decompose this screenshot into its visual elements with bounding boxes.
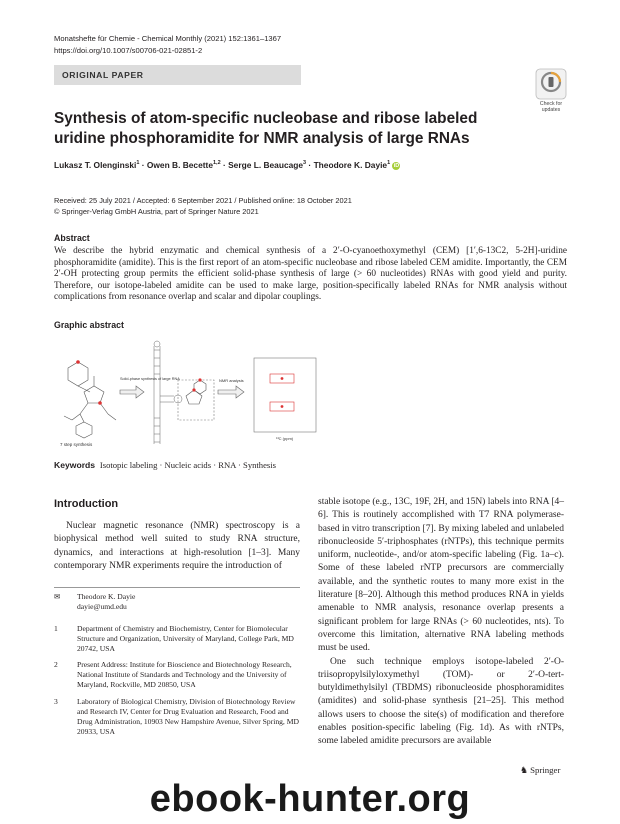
corresponding-name: Theodore K. Dayie (77, 592, 136, 601)
intro-paragraph: One such technique employs isotope-labeled 2′-O-triisopropylsilyloxymethyl (TOM)- or 2′-O-tert-butyldimethylsilyl (TBDMS) ribonucleoside phosphoramidites (amidites) and solid-phase synthesis [21–25]. This method allows users to choose the site(s) of modification and therefore enables position-specific labeling (Fig. 1d). As with rNTPs, some labeled amidite precursors are available (318, 656, 564, 747)
keywords-label: Keywords (54, 460, 96, 470)
watermark: ebook-hunter.org (149, 778, 471, 820)
affiliation-3: 3 Laboratory of Biological Chemistry, Division of Biotechnology Review and Research IV, Center for Drug Evaluation and Research, Food and Drug Administration, 10903 New Hampshire Avenue, Silver Spring, MD 20933, USA (54, 697, 299, 736)
copyright-line: © Springer-Verlag GmbH Austria, part of Springer Nature 2021 (54, 207, 259, 216)
author-name[interactable]: Lukasz T. Olenginski (54, 160, 137, 170)
intro-paragraph: Nuclear magnetic resonance (NMR) spectroscopy is a biophysical method well suited to study RNA structure, dynamics, and interactions at high-resolution [1–3]. Many contemporary NMR experiments require the introduction of (54, 521, 300, 571)
abstract-text: We describe the hybrid enzymatic and chemical synthesis of a 2′-O-cyanoethoxymethyl (CEM) [1′,6-13C2, 5-2H]-uridine phosphoramidite (amidite). This is the first report of an atom-specific nucleobase and ribose labeled CEM amidite. Importantly, the CEM 2′-OH protecting group permits the efficient solid-phase synthesis of large (> 60 nucleotides) RNAs with good yield and purity. Therefore, our isotope-labeled amidite can be used to make large, position-specifically labeled RNAs for NMR analysis without complications from resonance overlap and scalar and dipolar couplings. (54, 246, 567, 303)
keywords-list: Isotopic labeling · Nucleic acids · RNA · Synthesis (99, 460, 276, 470)
graphic-abstract-heading: Graphic abstract (54, 320, 124, 330)
journal-citation: Monatshefte für Chemie - Chemical Monthly (2021) 152:1361–1367 (54, 34, 282, 43)
arrow-icon (218, 386, 244, 398)
orcid-icon[interactable]: iD (393, 162, 400, 169)
affiliation-2: 2 Present Address: Institute for Bioscience and Biotechnology Research, National Institute of Standards and Technology and the University of Maryland, Rockville, MD 20850, USA (54, 660, 292, 689)
publisher-logo (520, 765, 560, 776)
intro-left-column (54, 520, 300, 573)
publication-dates (54, 195, 352, 217)
intro-paragraph: stable isotope (e.g., 13C, 19F, 2H, and 15N) labels into RNA [4–6]. This is routinely accomplished with T7 RNA polymerase-based in vitro transcription [7]. By mixing labeled and unlabeled ribonucleoside 5′-triphosphates (rNTPs), this technique permits uniform, nucleotide-, and/or atom-specific labeling (Fig. 1a–c). Some of these labeled rNTP precursors are commercially available, and the synthetic routes to many more exist in the literature [8–20]. Although this method produces RNA in yields amenable to NMR analysis, resonance overlap presents a significant problem for large RNAs (> 60 nucleotides, nts). To overcome this limitation, alternative RNA labeling methods must be used. (318, 497, 564, 654)
affiliation-mark: 1,2 (212, 160, 221, 167)
zoom-box (178, 380, 214, 420)
label-atom-marks (76, 360, 102, 405)
affiliation-mark: 1 (136, 160, 140, 167)
author-name[interactable]: Serge L. Beaucage (228, 160, 304, 170)
springer-horse-icon: ♞ (520, 765, 528, 775)
author-name[interactable]: Owen B. Becette (146, 160, 213, 170)
spectrum-peak (281, 377, 284, 380)
affiliation-mark: 3 (303, 160, 307, 167)
article-type-label: ORIGINAL PAPER (62, 70, 144, 80)
author-name[interactable]: Theodore K. Dayie (313, 160, 388, 170)
author-list (54, 160, 574, 170)
affiliation-1: 1 Department of Chemistry and Biochemistry, Center for Biomolecular Structure and Organization, University of Maryland, College Park, MD 20742, USA (54, 624, 294, 653)
dates-line: Received: 25 July 2021 / Accepted: 6 September 2021 / Published online: 18 October 2021 (54, 196, 352, 205)
label-atom-mark (192, 388, 195, 391)
arrow-icon (120, 386, 144, 398)
footnote-divider (54, 587, 300, 588)
author-separator: · (220, 160, 229, 170)
envelope-icon: ✉ (54, 592, 61, 601)
solid-phase-label: Solid-phase synthesis of large RNA (120, 377, 180, 381)
author-separator: · (306, 160, 314, 170)
article-title: Synthesis of atom-specific nucleobase and ribose labeled uridine phosphoramidite for NMR analysis of large RNAs (54, 110, 478, 147)
spectrum-peak (281, 405, 284, 408)
graphic-abstract-figure (54, 340, 344, 450)
nmr-spectrum-frame (254, 358, 316, 432)
corresponding-email[interactable]: dayie@umd.edu (77, 602, 127, 611)
author-separator: · (139, 160, 147, 170)
check-for-updates-label[interactable]: Check for updates (539, 101, 563, 113)
publisher-name: Springer (530, 765, 561, 775)
spectrum-axis-label: ¹³C (ppm) (276, 436, 294, 441)
corresponding-author (54, 592, 300, 612)
article-type-banner (54, 65, 301, 85)
affiliation-mark: 1 (387, 160, 391, 167)
keywords (54, 460, 276, 470)
introduction-heading: Introduction (54, 498, 119, 510)
label-atom-mark (198, 378, 201, 381)
check-for-updates-icon[interactable] (535, 68, 567, 100)
synthesis-step-label: 7 step synthesis (60, 442, 93, 447)
doi-link[interactable]: https://doi.org/10.1007/s00706-021-02851-2 (54, 45, 203, 55)
nucleotide-structure (186, 380, 206, 404)
intro-right-column (318, 496, 564, 749)
rna-structure (154, 341, 182, 444)
nmr-analysis-label: NMR analysis (219, 378, 244, 383)
abstract-heading: Abstract (54, 233, 90, 243)
journal-header (54, 33, 281, 56)
molecule-structure (64, 362, 116, 438)
